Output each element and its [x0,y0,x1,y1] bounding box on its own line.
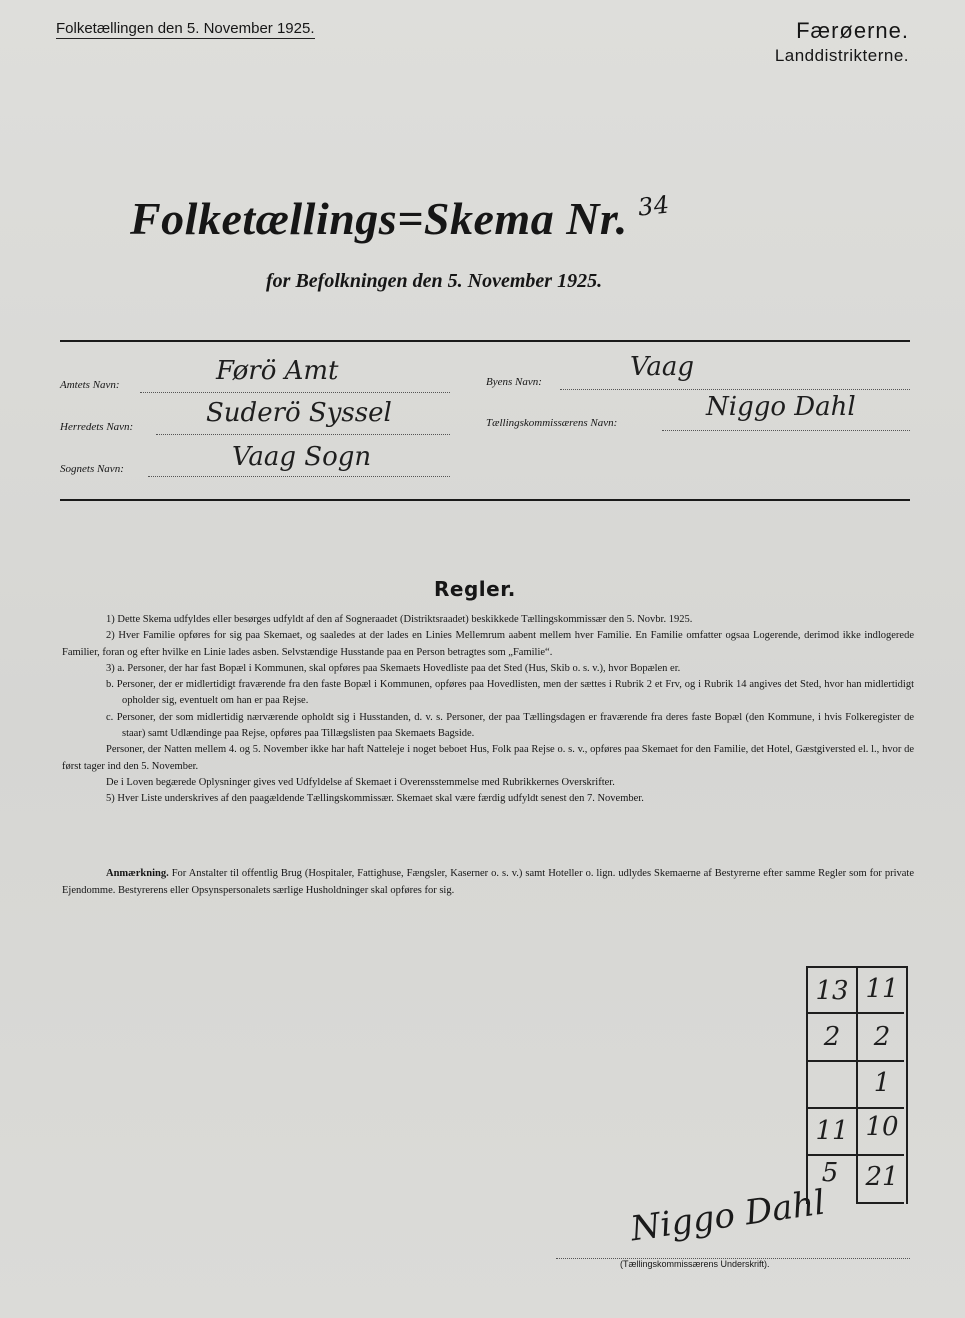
rules-text [62,612,914,808]
rule-3a: 3) a. Personer, der har fast Bopæl i Kommunen, skal opføres paa Skemaets Hovedliste paa det Sted (Hus, Skib o. s. v.), hvor Bopælen er. [106,662,681,674]
herred-value: Suderö Syssel [206,398,392,428]
by-line [560,389,910,390]
rule-5: 5) Hver Liste underskrives af den paagældende Tællingskommissær. Skemaet skal være færdig udfyldt senest den 7. November. [106,793,644,805]
kommissaer-line [662,430,910,431]
tally-cell: 21 [865,1162,899,1192]
rule-3d: Personer, der Natten mellem 4. og 5. November ikke har haft Natteleje i noget beboet Hus, Folk paa Rejse o. s. v., opføres paa Skemaet for den Familie, det Hotel, Gæstgiversted el. l., hvor de først tager ind den 5. November. [62,744,914,772]
rules-heading: Regler. [434,577,516,601]
census-header-left: Folketællingen den 5. November 1925. [56,20,315,37]
herred-label: Herredets Navn: [60,421,134,433]
sogn-label: Sognets Navn: [60,463,124,475]
bottom-divider [60,499,910,501]
commissioner-signature: Niggo Dahl [628,1182,828,1250]
tally-row-divider [806,1012,904,1014]
tally-cell: 2 [823,1022,841,1052]
region-name: Færøerne. [796,18,909,43]
bleed-through-text [40,118,44,135]
rule-1: 1) Dette Skema udfyldes eller besørges udfyldt af den af Sogneraadet (Distriktsraadet) beskikkede Tællingskommissær den 5. Novbr. 1925. [106,614,693,625]
herred-line [156,434,450,435]
signature-label: (Tællingskommissærens Underskrift). [620,1259,770,1269]
kommissaer-label: Tællingskommissærens Navn: [486,417,618,429]
form-number: 34 [636,190,671,222]
form-subtitle: for Befolkningen den 5. November 1925. [266,270,603,292]
tally-cell: 11 [815,1116,849,1146]
form-title-text: Folketællings=Skema Nr. [130,193,628,244]
kommissaer-value: Niggo Dahl [706,392,856,422]
tally-cell: 5 [821,1158,839,1188]
region-header [775,18,909,66]
top-divider [60,340,910,342]
remark-text: For Anstalter til offentlig Brug (Hospitaler, Fattighuse, Fængsler, Kaserner o. s. v.) samt Hoteller o. lign. udlydes Skemaerne af Bestyrerne efter samme Regler som for private Ejendomme. Bestyrerens eller Opsynspersonalets særlige Husholdninger skal opføres for sig. [62,868,914,896]
by-label: Byens Navn: [486,376,542,388]
tally-cell: 11 [865,974,899,1004]
tally-row-divider [806,1107,904,1109]
tally-cell: 1 [873,1068,891,1098]
tally-cell: 2 [873,1022,891,1052]
amt-line [140,392,450,393]
district-type: Landdistrikterne. [774,46,909,65]
amt-label: Amtets Navn: [60,379,120,391]
sogn-value: Vaag Sogn [232,442,372,472]
amt-value: Førö Amt [216,356,339,386]
tally-cell: 10 [865,1112,899,1142]
tally-row-divider [806,1060,904,1062]
rule-2: 2) Hver Familie opføres for sig paa Skemaet, og saaledes at der lades en Linies Mellemrum aabent mellem hver Familie. En Familie omfatter ogsaa Logerende, derimod ikke indlogerede Familier, foran og efter hvilke en Linie lades asben. Selvstændige Husstande paa en Person betragtes som „Familie“. [62,630,914,658]
sogn-line [148,476,450,477]
remark-label: Anmærkning. [106,868,169,879]
by-value: Vaag [630,352,695,382]
rule-4: De i Loven begærede Oplysninger gives ved Udfyldelse af Skemaet i Overensstemmelse med Rubrikkernes Overskrifter. [106,776,615,788]
remark-paragraph [62,866,914,899]
rule-3c: c. Personer, der som midlertidig nærværende opholdt sig i Husstanden, d. v. s. Personer, der paa Tællingsdagen er fraværende fra deres faste Bopæl (den Kommune, i hvis Folkeregister de staar) samt Udlændinge paa Rejse, opføres paa Tillægslisten paa Skemaets Bagside. [106,711,914,740]
tally-cell: 13 [815,976,849,1006]
rule-3b: b. Personer, der er midlertidigt fraværende fra den faste Bopæl i Kommunen, opføres paa Hovedlisten, men der sættes i Rubrik 2 et Frv, og i Rubrik 14 angives det Sted, hvor han midlertidigt opholder sig, eventuelt om han er paa Rejse. [106,679,914,707]
form-title [130,192,669,245]
